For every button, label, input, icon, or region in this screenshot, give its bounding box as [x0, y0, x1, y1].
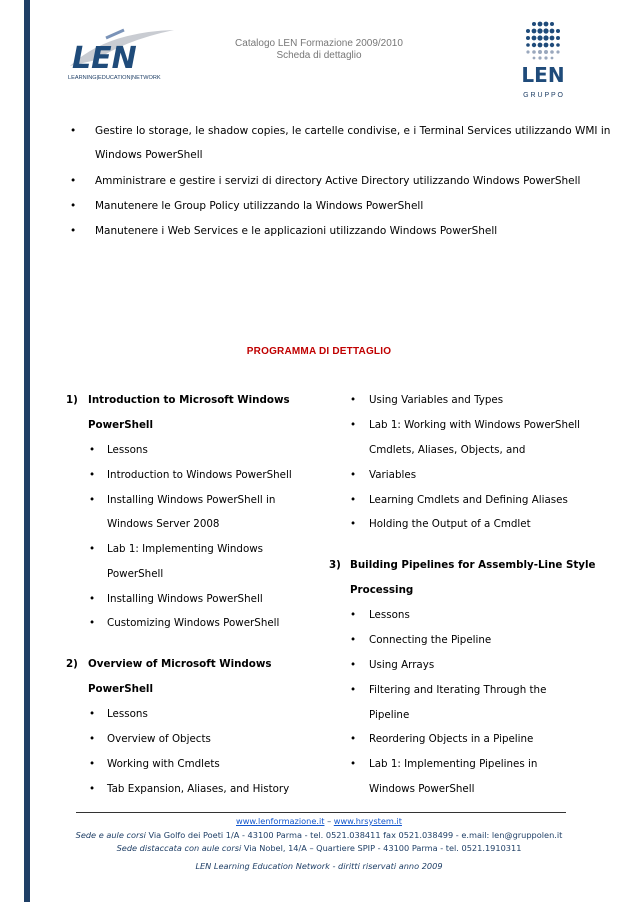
module-1-title: Introduction to Microsoft Windows — [88, 394, 290, 406]
module-3-title-cont: Processing — [350, 584, 414, 596]
list-item: Introduction to Windows PowerShell — [107, 469, 292, 481]
list-item: Lessons — [107, 708, 148, 720]
footer-branch-text: Via Nobel, 14/A – Quartiere SPIP - 43100 Parma - tel. 0521.1910311 — [241, 843, 522, 853]
list-item: Lab 1: Implementing Pipelines in — [369, 758, 538, 770]
list-item: Lab 1: Implementing Windows — [107, 543, 264, 555]
section-title: PROGRAMMA DI DETTAGLIO — [246, 346, 392, 357]
list-item: Installing Windows PowerShell in — [107, 494, 276, 506]
bullet: • — [89, 469, 96, 481]
intro-bullet-1b: Windows PowerShell — [95, 149, 203, 161]
list-item: Filtering and Iterating Through the — [369, 684, 547, 696]
bullet: • — [350, 394, 357, 406]
intro-bullet-1a: Gestire lo storage, le shadow copies, le cartelle condivise, e i Terminal Services utilizzando WMI in — [95, 125, 611, 137]
footer-links — [0, 816, 638, 826]
intro-bullet-dot: • — [70, 200, 77, 212]
list-item: Working with Cmdlets — [107, 758, 220, 770]
bullet: • — [89, 617, 96, 629]
bullet: • — [89, 758, 96, 770]
bullet: • — [350, 634, 357, 646]
len-gruppo-logo — [510, 20, 576, 100]
list-item: Customizing Windows PowerShell — [107, 617, 280, 629]
intro-bullet-3: Manutenere le Group Policy utilizzando la Windows PowerShell — [95, 200, 424, 212]
list-item-cont: Pipeline — [369, 709, 410, 721]
module-3-title: Building Pipelines for Assembly-Line Style — [350, 559, 596, 571]
list-item-cont: PowerShell — [107, 568, 164, 580]
bullet: • — [89, 494, 96, 506]
bullet: • — [350, 518, 357, 530]
bullet: • — [350, 684, 357, 696]
intro-bullet-2: Amministrare e gestire i servizi di directory Active Directory utilizzando Windows PowerShell — [95, 175, 581, 187]
footer-copyright: LEN Learning Education Network - diritti riservati anno 2009 — [195, 861, 443, 871]
module-1-number: 1) — [66, 394, 78, 406]
bullet: • — [350, 419, 357, 431]
footer-divider — [76, 812, 566, 813]
module-2-title-cont: PowerShell — [88, 683, 153, 695]
list-item: Connecting the Pipeline — [369, 634, 492, 646]
bullet: • — [89, 733, 96, 745]
bullet: • — [89, 593, 96, 605]
module-3-number: 3) — [329, 559, 341, 571]
header-line-2: Scheda di dettaglio — [276, 50, 362, 61]
link-lenformazione[interactable]: www.lenformazione.it — [236, 816, 325, 826]
footer-branch-label: Sede distaccata con aule corsi — [116, 843, 242, 853]
list-item: Using Variables and Types — [369, 394, 504, 406]
link-hrsystem[interactable]: www.hrsystem.it — [333, 816, 402, 826]
list-item: Learning Cmdlets and Defining Aliases — [369, 494, 568, 506]
list-item: Lessons — [369, 609, 410, 621]
list-item: Lessons — [107, 444, 148, 456]
bullet: • — [350, 758, 357, 770]
footer-address-label: Sede e aule corsi — [75, 830, 146, 840]
bullet: • — [350, 494, 357, 506]
svg-text:G R U P P O: G R U P P O — [523, 92, 563, 99]
svg-text:LEARNING|EDUCATION|NETWORK: LEARNING|EDUCATION|NETWORK — [68, 75, 161, 81]
bullet: • — [350, 659, 357, 671]
list-item: Installing Windows PowerShell — [107, 593, 263, 605]
footer-address-branch — [0, 843, 638, 853]
list-item-cont: Windows Server 2008 — [107, 518, 220, 530]
bullet: • — [350, 733, 357, 745]
list-item: Reordering Objects in a Pipeline — [369, 733, 534, 745]
list-item: Variables — [369, 469, 417, 481]
list-item: Using Arrays — [369, 659, 435, 671]
bullet: • — [89, 783, 96, 795]
list-item-cont: Windows PowerShell — [369, 783, 475, 795]
footer-address-text: Via Golfo dei Poeti 1/A - 43100 Parma - tel. 0521.038411 fax 0521.038499 - e.mail: len@gruppolen.it — [145, 830, 563, 840]
module-2-title: Overview of Microsoft Windows — [88, 658, 272, 670]
list-item: Tab Expansion, Aliases, and History — [107, 783, 290, 795]
footer-address-main — [0, 830, 638, 840]
list-item: Overview of Objects — [107, 733, 211, 745]
svg-text:LEN: LEN — [521, 63, 565, 87]
left-accent-bar — [24, 0, 30, 902]
intro-bullet-dot: • — [70, 225, 77, 237]
list-item: Lab 1: Working with Windows PowerShell — [369, 419, 581, 431]
list-item: Holding the Output of a Cmdlet — [369, 518, 531, 530]
bullet: • — [350, 609, 357, 621]
bullet: • — [89, 444, 96, 456]
footer-link-separator: – — [324, 816, 334, 826]
list-item-cont: Cmdlets, Aliases, Objects, and — [369, 444, 526, 456]
header-line-1: Catalogo LEN Formazione 2009/2010 — [235, 38, 403, 49]
svg-text:LEN: LEN — [72, 41, 137, 76]
intro-bullet-4: Manutenere i Web Services e le applicazioni utilizzando Windows PowerShell — [95, 225, 498, 237]
module-2-number: 2) — [66, 658, 78, 670]
intro-bullet-dot: • — [70, 175, 77, 187]
bullet: • — [89, 708, 96, 720]
module-1-title-cont: PowerShell — [88, 419, 153, 431]
bullet: • — [89, 543, 96, 555]
intro-bullet-dot: • — [70, 125, 77, 137]
bullet: • — [350, 469, 357, 481]
